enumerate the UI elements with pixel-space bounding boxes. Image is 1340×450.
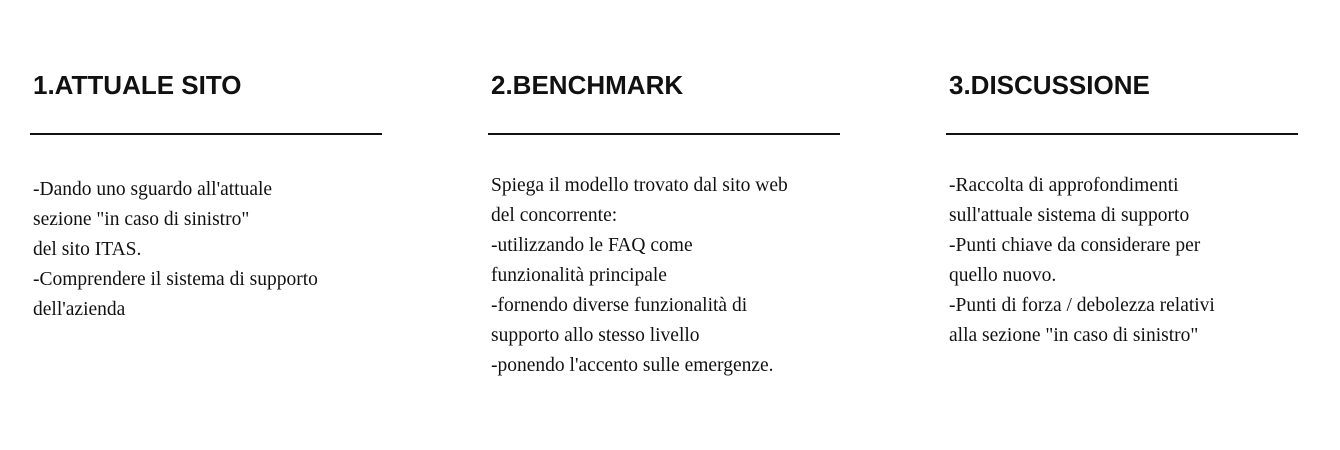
body-line: alla sezione "in caso di sinistro" — [949, 325, 1199, 346]
body-line: dell'azienda — [33, 299, 126, 320]
column-title: 2.BENCHMARK — [491, 70, 684, 100]
body-line: sezione "in caso di sinistro" — [33, 209, 250, 230]
body-line: Spiega il modello trovato dal sito web — [491, 175, 788, 196]
column-body — [949, 171, 1298, 351]
body-line: supporto allo stesso livello — [491, 325, 700, 346]
column-discussione — [946, 0, 1298, 450]
column-benchmark — [488, 0, 840, 450]
title-divider — [488, 133, 840, 135]
body-line: del concorrente: — [491, 205, 618, 226]
body-line: -Punti di forza / debolezza relativi — [949, 295, 1215, 316]
body-line: -ponendo l'accento sulle emergenze. — [491, 355, 774, 376]
title-divider — [30, 133, 382, 135]
body-line: -Comprendere il sistema di supporto — [33, 269, 318, 290]
title-divider — [946, 133, 1298, 135]
body-line: -utilizzando le FAQ come — [491, 235, 693, 256]
column-title: 3.DISCUSSIONE — [949, 70, 1150, 100]
body-line: sull'attuale sistema di supporto — [949, 205, 1190, 226]
body-line: -Punti chiave da considerare per — [949, 235, 1201, 256]
body-line: -Dando uno sguardo all'attuale — [33, 179, 273, 200]
body-line: funzionalità principale — [491, 265, 667, 286]
body-line: -Raccolta di approfondimenti — [949, 175, 1179, 196]
column-body — [33, 175, 382, 325]
body-line: del sito ITAS. — [33, 239, 142, 260]
column-attuale-sito — [30, 0, 382, 450]
body-line: -fornendo diverse funzionalità di — [491, 295, 748, 316]
column-title: 1.ATTUALE SITO — [33, 70, 242, 100]
column-body — [491, 171, 840, 381]
body-line: quello nuovo. — [949, 265, 1057, 286]
